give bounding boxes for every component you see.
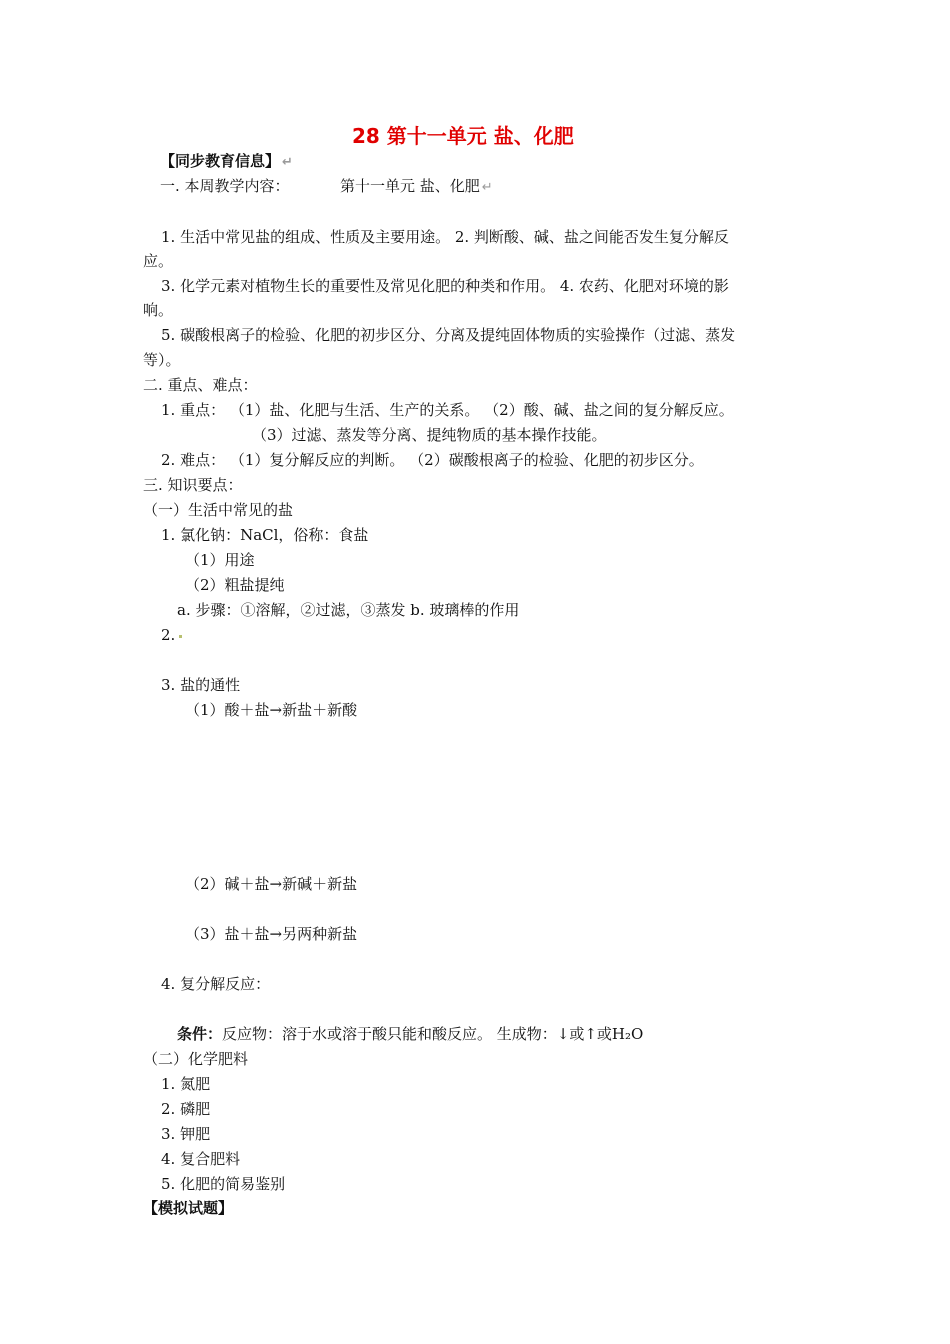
section-heading-key-points: 二. 重点、难点： — [143, 376, 258, 394]
goal-line: 3. 化学元素对植物生长的重要性及常见化肥的种类和作用。 4. 农药、化肥对环境的影 — [161, 277, 729, 295]
list-item: 3. 钾肥 — [161, 1125, 211, 1143]
week-content-label: 一. 本周教学内容： — [160, 177, 290, 195]
list-item: （3）盐＋盐→另两种新盐 — [185, 925, 358, 943]
key-point-line: 2. 难点： （1）复分解反应的判断。 （2）碳酸根离子的检验、化肥的初步区分。 — [161, 451, 704, 469]
placeholder-dot-icon — [179, 635, 182, 638]
week-content-value — [340, 176, 493, 198]
key-point-line: （3）过滤、蒸发等分离、提纯物质的基本操作技能。 — [252, 426, 607, 444]
goal-line: 等）。 — [143, 351, 181, 369]
list-item: 2. 磷肥 — [161, 1100, 211, 1118]
part2-heading: （二）化学肥料 — [143, 1050, 249, 1068]
goal-line: 应。 — [143, 252, 174, 270]
list-item: 4. 复合肥料 — [161, 1150, 241, 1168]
condition-label: 条件： — [177, 1025, 223, 1043]
condition-line — [177, 1024, 643, 1044]
goal-line: 1. 生活中常见盐的组成、性质及主要用途。 2. 判断酸、碱、盐之间能否发生复分解反 — [161, 228, 729, 246]
goal-line: 响。 — [143, 301, 174, 319]
return-mark-icon: ↵ — [481, 180, 493, 195]
list-item: （2）碱＋盐→新碱＋新盐 — [185, 875, 358, 893]
list-item: 5. 化肥的简易鉴别 — [161, 1175, 286, 1193]
list-item: （1）用途 — [185, 551, 255, 569]
list-item: （2）粗盐提纯 — [185, 576, 285, 594]
list-item: （1）酸＋盐→新盐＋新酸 — [185, 701, 358, 719]
week-content-value-text: 第十一单元 盐、化肥 — [340, 177, 480, 195]
list-item-text: 2. — [161, 626, 176, 644]
list-item: 4. 复分解反应： — [161, 975, 271, 993]
list-item: 1. 氮肥 — [161, 1075, 211, 1093]
list-item: 1. 氯化钠：NaCl，俗称：食盐 — [161, 526, 369, 544]
section-heading-sync-info — [160, 151, 293, 173]
section-info-text: 【同步教育信息】 — [160, 152, 281, 170]
key-point-line: 1. 重点： （1）盐、化肥与生活、生产的关系。 （2）酸、碱、盐之间的复分解反应。 — [161, 401, 734, 419]
return-mark-icon: ↵ — [282, 155, 293, 170]
list-item: a. 步骤：①溶解，②过滤，③蒸发 b. 玻璃棒的作用 — [177, 601, 520, 619]
part1-heading: （一）生活中常见的盐 — [143, 501, 294, 519]
goal-line: 5. 碳酸根离子的检验、化肥的初步区分、分离及提纯固体物质的实验操作（过滤、蒸发 — [161, 326, 736, 344]
section-heading-knowledge: 三. 知识要点： — [143, 476, 243, 494]
section-heading-mock: 【模拟试题】 — [143, 1199, 234, 1217]
list-item — [161, 625, 182, 645]
page-title: 28 第十一单元 盐、化肥 — [352, 124, 574, 148]
list-item: 3. 盐的通性 — [161, 676, 241, 694]
condition-text: 反应物：溶于水或溶于酸只能和酸反应。 生成物：↓或↑或H₂O — [222, 1025, 644, 1043]
